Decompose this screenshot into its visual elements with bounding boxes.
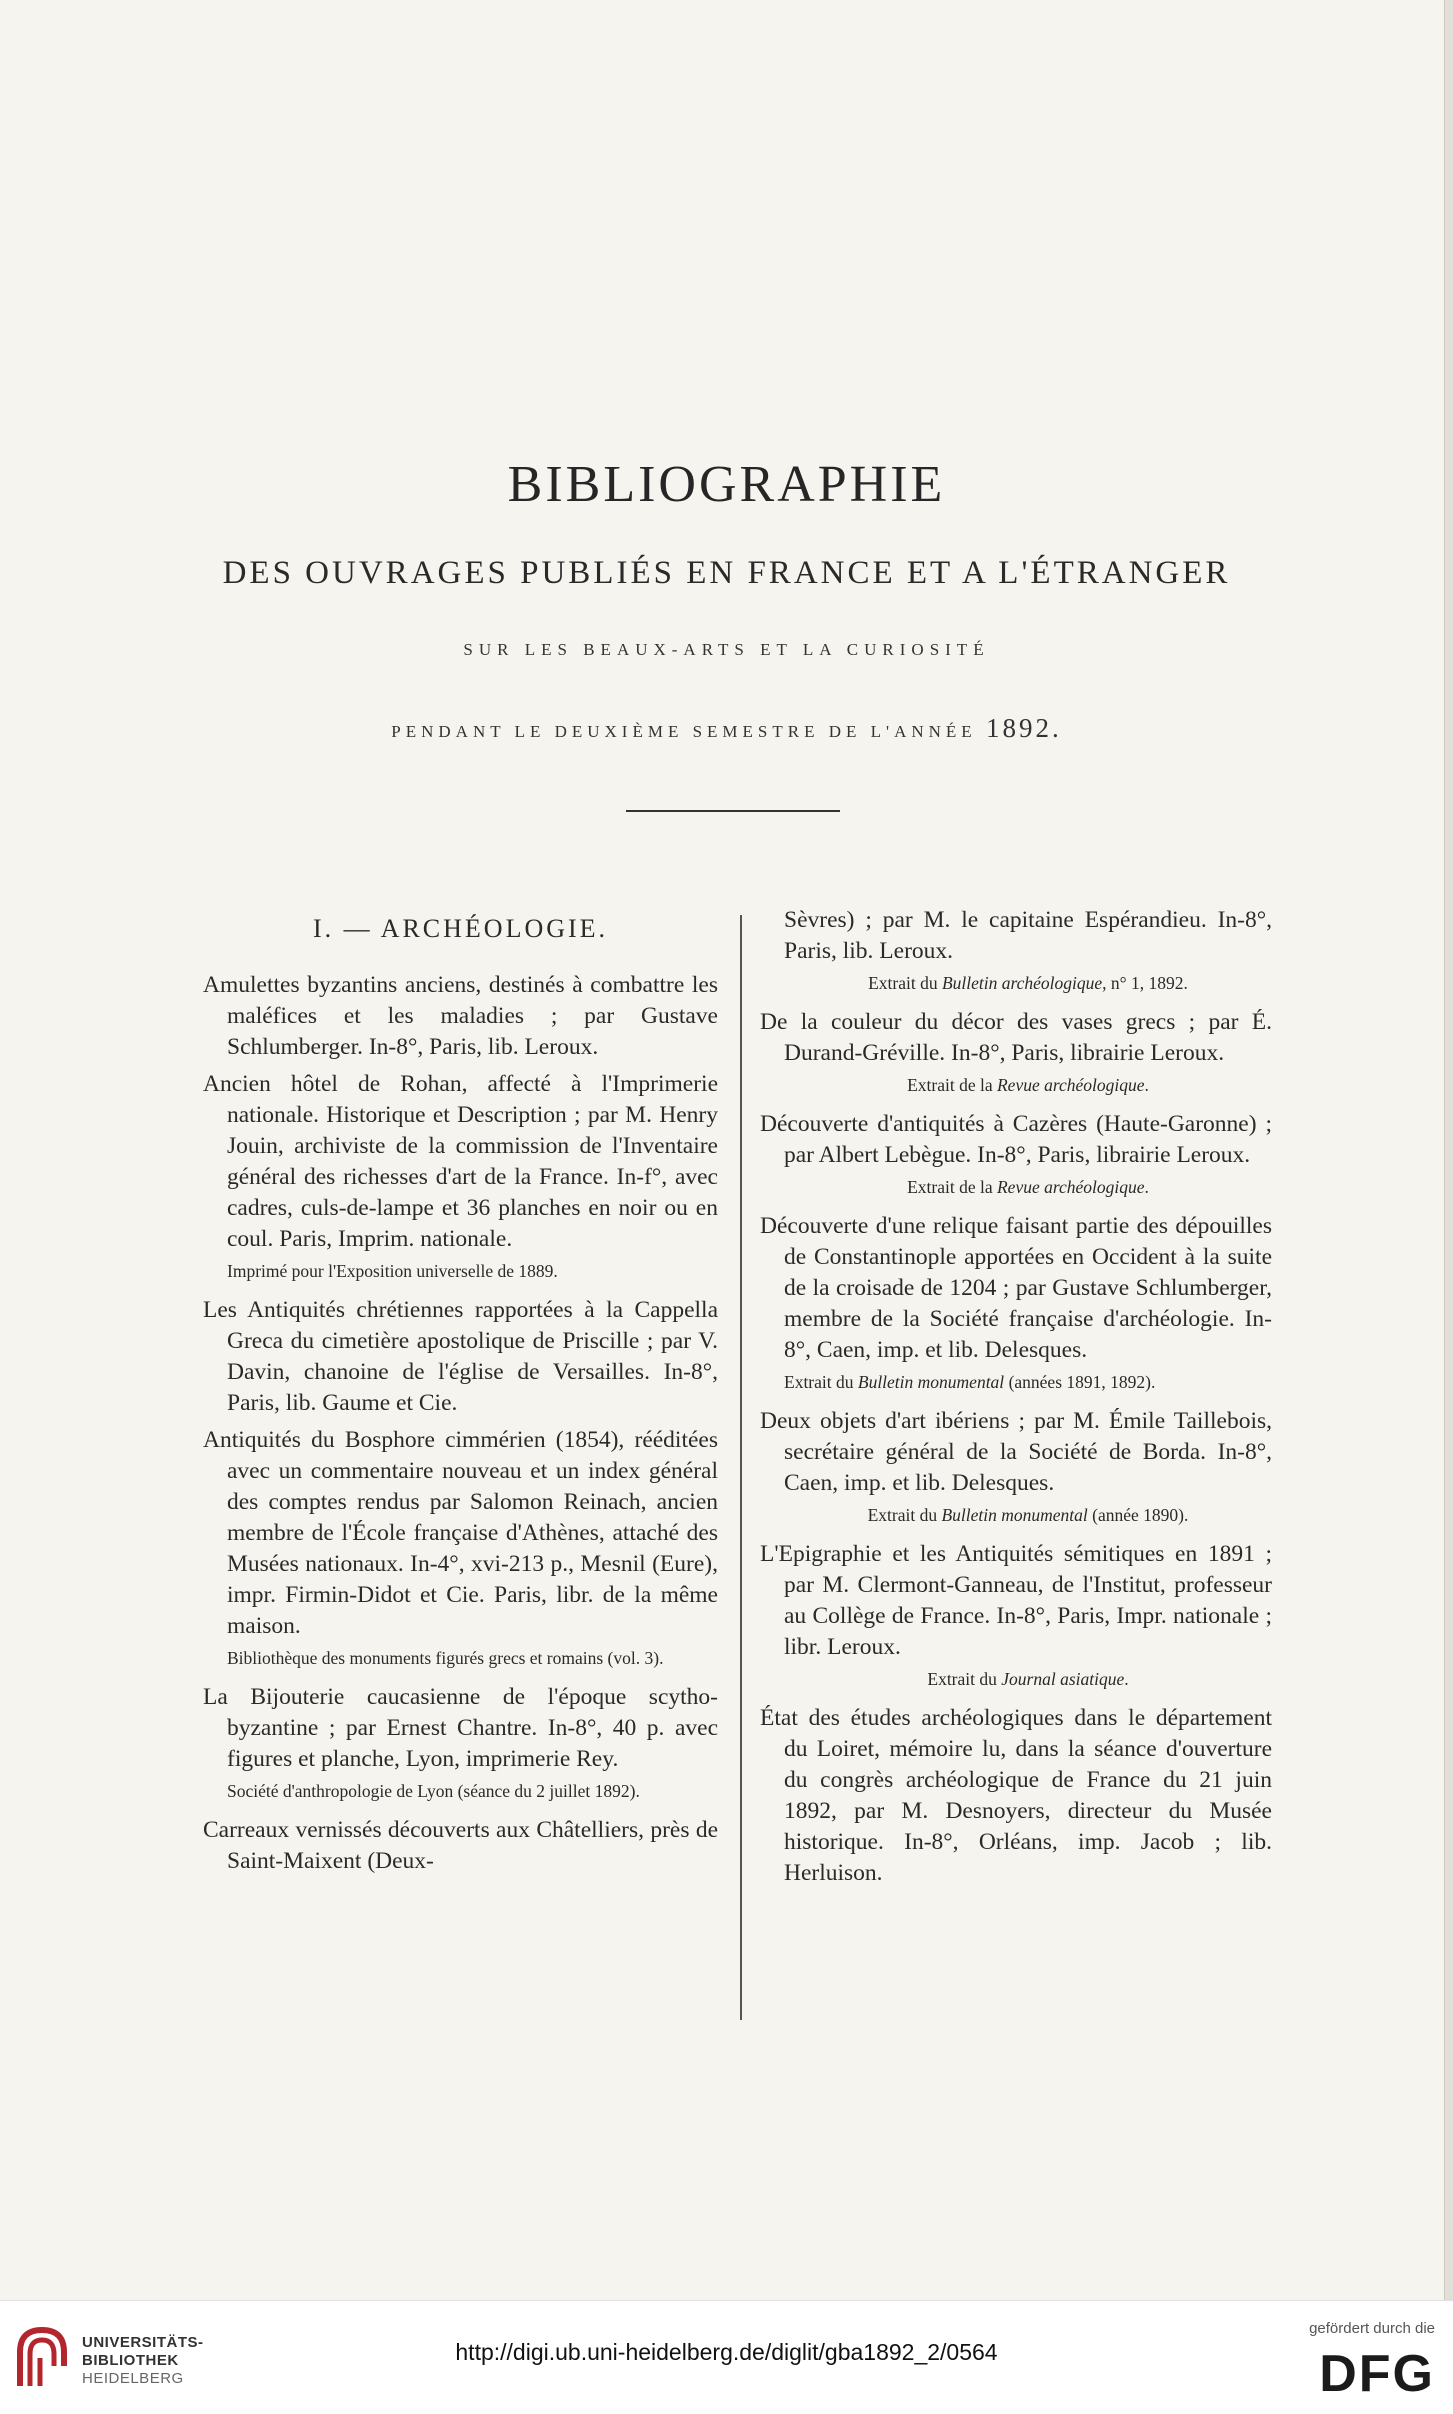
- page-period: [0, 713, 1453, 744]
- note-suffix: (année 1890).: [1087, 1505, 1189, 1525]
- right-column: [760, 905, 1272, 1895]
- bib-entry: Les Antiquités chrétiennes rapportées à la Cappella Greca du cimetière apostolique de Priscille ; par V. Davin, chanoine de l'église de Versailles. In-8°, Paris, lib. Gaume et Cie.: [203, 1297, 718, 1416]
- funding-note: gefördert durch die: [1309, 2320, 1435, 2337]
- note-suffix: .: [1124, 1669, 1129, 1689]
- bib-note: [784, 1175, 1272, 1199]
- bib-note: Bibliothèque des monuments figurés grecs et romains (vol. 3).: [227, 1648, 664, 1668]
- title-rule: [626, 810, 840, 812]
- library-line-1: UNIVERSITÄTS-: [82, 2334, 204, 2351]
- note-suffix: .: [1144, 1075, 1149, 1095]
- note-title: Journal asiatique: [1001, 1669, 1125, 1689]
- page-edge: [1444, 0, 1453, 2300]
- bib-entry: La Bijouterie caucasienne de l'époque scytho-byzantine ; par Ernest Chantre. In-8°, 40 p. avec figures et planche, Lyon, imprimerie Rey.: [203, 1684, 718, 1772]
- bib-entry: Ancien hôtel de Rohan, affecté à l'Imprimerie nationale. Historique et Description ; par M. Henry Jouin, archiviste de la commission de l'Inventaire général des richesses d'art de la France. In-f°, avec cadres, culs-de-lampe et 36 planches en noir ou en coul. Paris, Imprim. nationale.: [203, 1071, 718, 1252]
- note-suffix: (années 1891, 1892).: [1004, 1372, 1156, 1392]
- note-title: Revue archéologique: [996, 1177, 1145, 1197]
- page-subject: SUR LES BEAUX-ARTS ET LA CURIOSITÉ: [463, 640, 990, 659]
- bib-entry: L'Epigraphie et les Antiquités sémitiques en 1891 ; par M. Clermont-Ganneau, de l'Institut, professeur au Collège de France. In-8°, Paris, Impr. nationale ; libr. Leroux.: [760, 1541, 1272, 1660]
- bib-entry: Deux objets d'art ibériens ; par M. Émile Taillebois, secrétaire général de la Société de Borda. In-8°, Caen, imp. et lib. Delesques.: [760, 1408, 1272, 1496]
- note-title: Bulletin archéologique: [941, 973, 1103, 993]
- bib-entry: De la couleur du décor des vases grecs ; par É. Durand-Gréville. In-8°, Paris, librairie Leroux.: [760, 1009, 1272, 1066]
- note-prefix: Extrait du: [867, 1505, 938, 1525]
- library-line-2: BIBLIOTHEK: [82, 2352, 179, 2369]
- library-line-3: HEIDELBERG: [82, 2370, 184, 2387]
- note-title: Revue archéologique: [996, 1075, 1145, 1095]
- bib-entry: État des études archéologiques dans le département du Loiret, mémoire lu, dans la séance d'ouverture du congrès archéologique de France du 21 juin 1892, par M. Desnoyers, directeur du Musée historique. In-8°, Orléans, imp. Jacob ; lib. Herluison.: [760, 1705, 1272, 1886]
- bib-note: [784, 1503, 1272, 1527]
- note-prefix: Extrait du: [927, 1669, 997, 1689]
- bib-note: [784, 1073, 1272, 1097]
- bib-entry: Découverte d'antiquités à Cazères (Haute-Garonne) ; par Albert Lebègue. In-8°, Paris, librairie Leroux.: [760, 1111, 1272, 1168]
- bib-entry: Carreaux vernissés découverts aux Châtelliers, près de Saint-Maixent (Deux-: [203, 1817, 718, 1874]
- note-suffix: , n° 1, 1892.: [1102, 973, 1188, 993]
- note-suffix: .: [1144, 1177, 1149, 1197]
- bib-note: Société d'anthropologie de Lyon (séance du 2 juillet 1892).: [227, 1781, 640, 1801]
- section-heading: I. — ARCHÉOLOGIE.: [312, 914, 609, 943]
- bib-note: Imprimé pour l'Exposition universelle de 1889.: [227, 1261, 558, 1281]
- note-title: Bulletin monumental: [941, 1505, 1088, 1525]
- page-title: BIBLIOGRAPHIE: [507, 456, 946, 513]
- bib-note: [784, 1370, 1272, 1394]
- period-year: 1892.: [985, 713, 1062, 743]
- left-column: [203, 905, 718, 1883]
- page-subtitle: DES OUVRAGES PUBLIÉS EN FRANCE ET A L'ÉTRANGER: [222, 555, 1231, 591]
- bib-entry: Antiquités du Bosphore cimmérien (1854), rééditées avec un commentaire nouveau et un index général des comptes rendus par Salomon Reinach, ancien membre de l'École française d'Athènes, attaché des Musées nationaux. In-4°, xvi-213 p., Mesnil (Eure), impr. Firmin-Didot et Cie. Paris, libr. de la même maison.: [203, 1427, 718, 1639]
- note-prefix: Extrait de la: [907, 1177, 993, 1197]
- permalink-url[interactable]: http://digi.ub.uni-heidelberg.de/diglit/gba1892_2/0564: [455, 2339, 998, 2365]
- bib-entry: Découverte d'une relique faisant partie des dépouilles de Constantinople apportées en Occident à la suite de la croisade de 1204 ; par Gustave Schlumberger, membre de la Société française d'archéologie. In-8°, Caen, imp. et lib. Delesques.: [760, 1213, 1272, 1363]
- bib-entry-continued: Sèvres) ; par M. le capitaine Espérandieu. In-8°, Paris, lib. Leroux.: [784, 907, 1272, 964]
- note-title: Bulletin monumental: [857, 1372, 1005, 1392]
- column-divider: [740, 915, 742, 2020]
- note-prefix: Extrait de la: [907, 1075, 993, 1095]
- note-prefix: Extrait du: [868, 973, 938, 993]
- dfg-logo[interactable]: DFG: [1319, 2345, 1435, 2403]
- period-text: PENDANT LE DEUXIÈME SEMESTRE DE L'ANNÉE: [391, 722, 977, 741]
- bib-entry: Amulettes byzantins anciens, destinés à combattre les maléfices et les maladies ; par Gustave Schlumberger. In-8°, Paris, lib. Leroux.: [203, 972, 718, 1060]
- note-prefix: Extrait du: [784, 1372, 854, 1392]
- bib-note: [784, 971, 1272, 995]
- bib-note: [784, 1667, 1272, 1691]
